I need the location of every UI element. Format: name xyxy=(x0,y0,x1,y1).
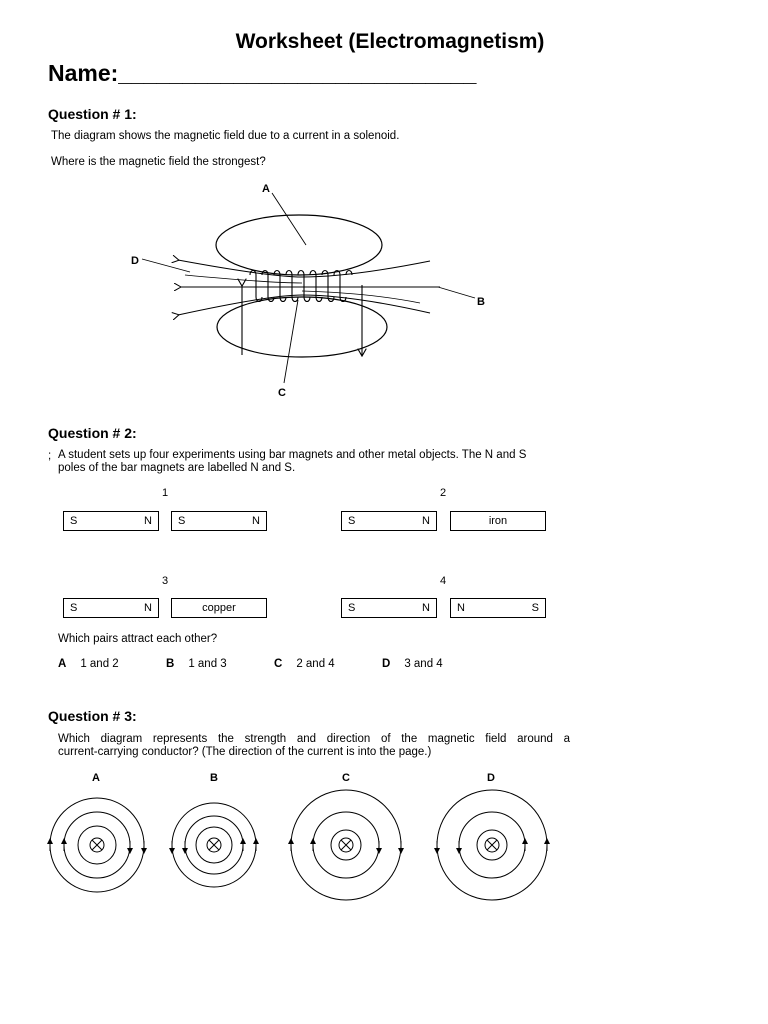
experiment-3-magnet xyxy=(63,598,159,618)
diagram-a xyxy=(50,772,144,892)
option-d xyxy=(382,658,443,670)
worksheet-title: Worksheet (Electromagnetism) xyxy=(235,30,545,53)
diagram-c xyxy=(291,772,401,900)
pole-label: S xyxy=(70,602,78,614)
question-2-prompt: Which pairs attract each other? xyxy=(58,633,218,645)
question-2-heading: Question # 2: xyxy=(48,425,137,441)
pole-label: N xyxy=(144,515,152,527)
name-line: Name:____________________________ xyxy=(48,60,477,86)
object-label: iron xyxy=(488,515,508,527)
pole-label: N xyxy=(457,602,465,614)
experiment-3-object xyxy=(171,598,267,618)
option-text: 1 and 2 xyxy=(80,658,119,670)
solenoid-field-diagram xyxy=(120,175,500,405)
diagram-b-label: B xyxy=(210,772,218,784)
solenoid-label-c: C xyxy=(278,387,286,399)
solenoid-label-a: A xyxy=(262,183,270,195)
diagram-d-label: D xyxy=(487,772,495,784)
option-text: 3 and 4 xyxy=(404,658,443,670)
experiment-1-magnet-1 xyxy=(63,511,159,531)
question-1-heading: Question # 1: xyxy=(48,106,137,122)
pole-label: S xyxy=(348,602,356,614)
option-letter: D xyxy=(382,658,391,670)
option-c xyxy=(274,658,335,670)
experiment-1-number: 1 xyxy=(162,487,169,499)
pole-label: S xyxy=(348,515,356,527)
question-2-marker: ; xyxy=(48,450,52,462)
diagram-c-label: C xyxy=(342,772,350,784)
pole-label: S xyxy=(531,602,539,614)
solenoid-label-b: B xyxy=(477,296,485,308)
pole-label: S xyxy=(178,515,186,527)
pole-label: N xyxy=(422,602,430,614)
option-text: 1 and 3 xyxy=(188,658,227,670)
question-3-text-line-1: Which diagram represents the strength and direction of the magnetic field around a xyxy=(58,733,570,745)
experiment-4-magnet-2 xyxy=(450,598,546,618)
diagram-b xyxy=(172,772,256,887)
pole-label: S xyxy=(70,515,78,527)
question-2-text-line-1: A student sets up four experiments using bar magnets and other metal objects. The N and S xyxy=(58,449,527,461)
option-text: 2 and 4 xyxy=(296,658,335,670)
experiment-2-magnet xyxy=(341,511,437,531)
experiment-3-number: 3 xyxy=(162,575,169,587)
object-label: copper xyxy=(202,602,236,614)
pole-label: N xyxy=(252,515,260,527)
option-letter: A xyxy=(58,658,67,670)
diagram-a-label: A xyxy=(92,772,100,784)
experiment-1-magnet-2 xyxy=(171,511,267,531)
experiment-2-object xyxy=(450,511,546,531)
pole-label: N xyxy=(422,515,430,527)
conductor-field-diagrams xyxy=(40,765,560,905)
pole-label: N xyxy=(144,602,152,614)
experiment-4-number: 4 xyxy=(440,575,447,587)
solenoid-label-d: D xyxy=(131,255,139,267)
option-a xyxy=(58,658,119,670)
experiment-2-number: 2 xyxy=(440,487,447,499)
question-3-heading: Question # 3: xyxy=(48,708,137,724)
option-letter: C xyxy=(274,658,283,670)
experiment-4-magnet-1 xyxy=(341,598,437,618)
diagram-d xyxy=(437,772,547,900)
option-letter: B xyxy=(166,658,175,670)
question-1-text-line-1: The diagram shows the magnetic field due to a current in a solenoid. xyxy=(51,130,400,142)
question-1-text-line-2: Where is the magnetic field the strongest? xyxy=(51,156,266,168)
option-b xyxy=(166,658,227,670)
question-2-text-line-2: poles of the bar magnets are labelled N and S. xyxy=(58,462,296,474)
question-3-text-line-2: current-carrying conductor? (The direction of the current is into the page.) xyxy=(58,746,432,758)
